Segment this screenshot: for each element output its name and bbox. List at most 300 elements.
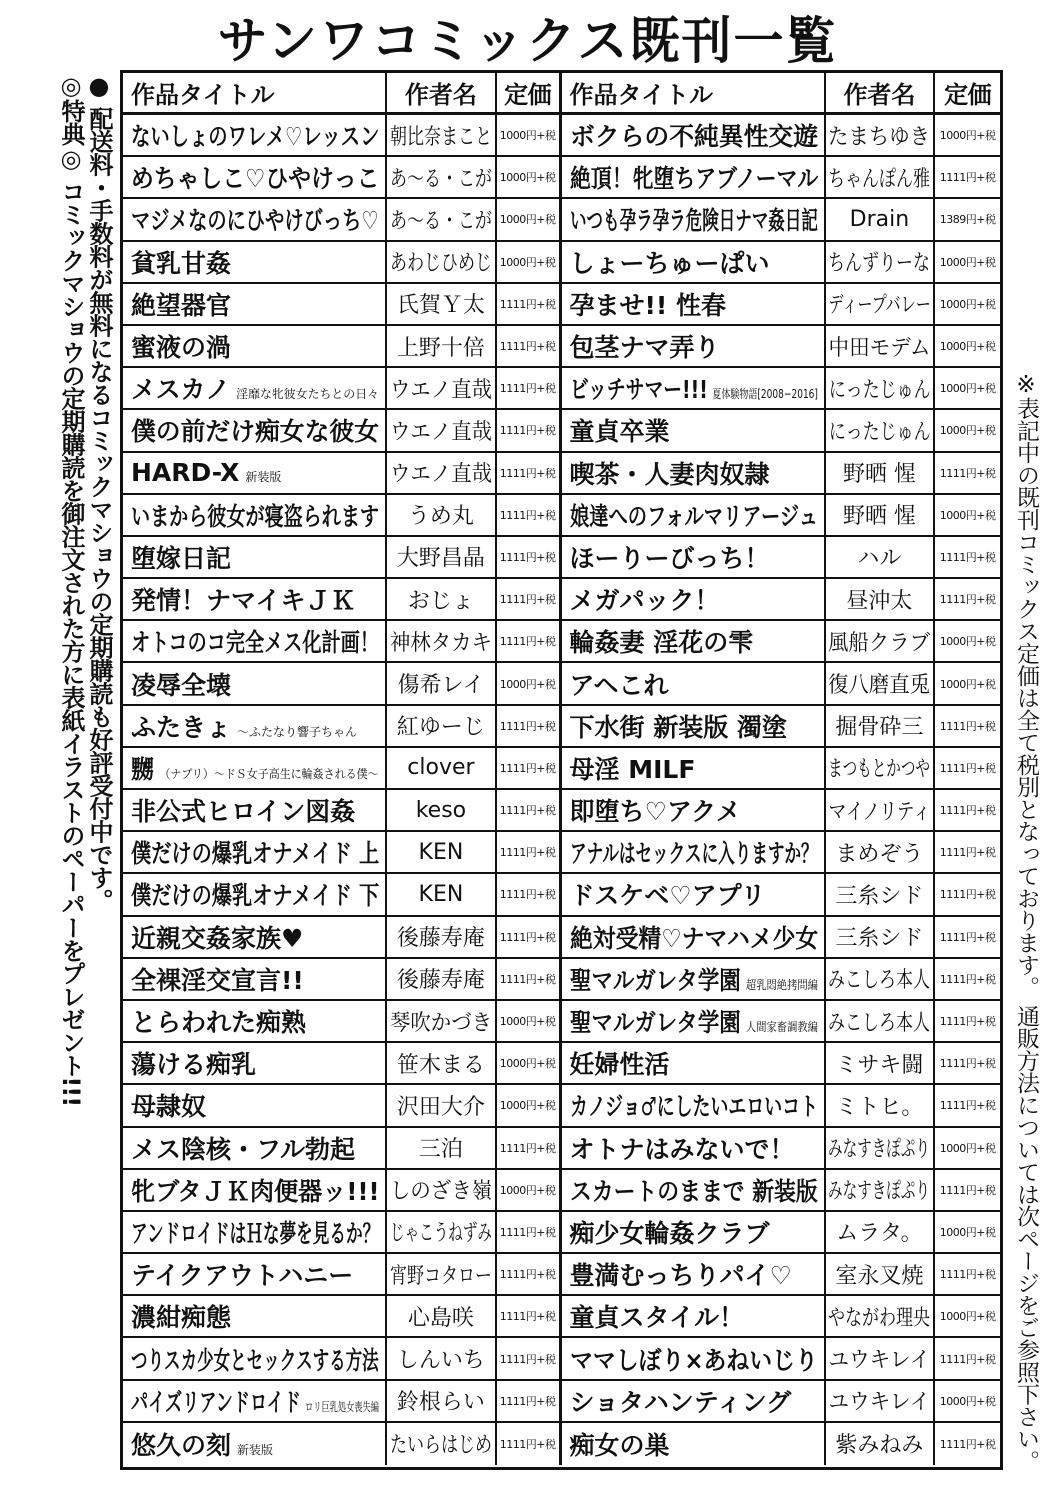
work-title: 貧乳甘姦 bbox=[131, 248, 232, 278]
title-text bbox=[570, 117, 818, 153]
price-cell: 1111円+税 bbox=[939, 719, 996, 733]
title-cell bbox=[123, 621, 387, 661]
author-cell bbox=[826, 917, 936, 957]
work-title: 近親交姦家族♥ bbox=[131, 923, 304, 953]
title-text bbox=[570, 834, 818, 870]
title-text bbox=[131, 876, 379, 912]
author-name: Drain bbox=[849, 206, 910, 232]
author-cell bbox=[826, 832, 936, 872]
title-text bbox=[570, 666, 669, 702]
page-title: サンワコミックス既刊一覧 bbox=[217, 12, 838, 70]
author-name: 鈴根らい bbox=[396, 1390, 485, 1416]
work-title: 喫茶・人妻肉奴隷 bbox=[569, 459, 770, 489]
table-row bbox=[123, 706, 1000, 748]
author-name: あ〜る・こが bbox=[389, 166, 492, 192]
author-cell bbox=[387, 663, 497, 703]
author-cell bbox=[387, 1170, 497, 1210]
title-text bbox=[131, 1426, 273, 1462]
title-cell bbox=[562, 1212, 826, 1252]
title-text bbox=[131, 458, 281, 487]
author-cell bbox=[387, 453, 497, 493]
title-text bbox=[131, 708, 357, 744]
author-name: ムラタ。 bbox=[836, 1221, 923, 1247]
author-cell bbox=[387, 326, 497, 366]
title-cell bbox=[562, 1170, 826, 1210]
title-text bbox=[131, 834, 379, 870]
table-row bbox=[123, 579, 1000, 621]
author-cell bbox=[826, 1001, 936, 1041]
price-cell: 1111円+税 bbox=[939, 1099, 996, 1113]
title-text bbox=[131, 1383, 379, 1419]
title-text bbox=[131, 286, 231, 322]
title-text bbox=[131, 1045, 256, 1081]
work-title: ほーりーびっち！ bbox=[569, 543, 770, 573]
title-cell bbox=[562, 1128, 826, 1168]
price-cell: 1000円+税 bbox=[497, 157, 562, 197]
title-cell bbox=[123, 959, 387, 999]
work-subtitle: 夏体験物語[2008−2016] bbox=[711, 387, 818, 402]
author-cell bbox=[387, 1254, 497, 1294]
price-cell: 1111円+税 bbox=[939, 804, 996, 818]
title-text bbox=[570, 455, 770, 491]
table-row bbox=[123, 1254, 1000, 1296]
work-title: 絶対受精♡ナマハメ少女 bbox=[569, 923, 818, 953]
price-cell: 1000円+税 bbox=[497, 199, 562, 239]
author-name: 上野十倍 bbox=[396, 335, 485, 361]
title-cell bbox=[562, 199, 826, 239]
shipping-note: ● 配送料・手数料が無料になるコミックマショウの定期購読も好評受付中です。 bbox=[85, 72, 113, 912]
work-title: ショタハンティング bbox=[569, 1387, 792, 1417]
title-cell bbox=[562, 579, 826, 619]
header-author: 作者名 bbox=[826, 73, 936, 112]
title-cell bbox=[123, 495, 387, 535]
author-cell bbox=[826, 1043, 936, 1083]
author-name: ディープバレー bbox=[828, 293, 931, 319]
title-cell bbox=[123, 326, 387, 366]
author-name: 野晒 惺 bbox=[842, 504, 916, 530]
price-cell: 1000円+税 bbox=[939, 129, 996, 143]
author-cell bbox=[387, 157, 497, 197]
header-price: 定価 bbox=[497, 73, 562, 112]
title-cell bbox=[562, 368, 826, 408]
title-cell bbox=[123, 453, 387, 493]
table-row bbox=[123, 1423, 1000, 1465]
author-name: みなすきぽぷり bbox=[828, 1137, 931, 1163]
title-cell bbox=[562, 242, 826, 282]
title-text bbox=[570, 1172, 818, 1208]
price-cell: 1111円+税 bbox=[939, 466, 996, 480]
title-text bbox=[570, 201, 818, 237]
title-text bbox=[131, 370, 379, 406]
title-cell bbox=[123, 242, 387, 282]
work-title: 蜜液の渦 bbox=[131, 333, 232, 363]
work-subtitle: 淫靡な牝彼女たちとの日々 bbox=[236, 387, 380, 402]
work-title: 孕ませ!! 性春 bbox=[569, 290, 727, 320]
work-title: メスカノ bbox=[131, 375, 231, 405]
work-title: スカートのままで 新装版 bbox=[569, 1176, 818, 1206]
author-name: 紫みねみ bbox=[835, 1433, 924, 1459]
price-cell: 1000円+税 bbox=[497, 242, 562, 282]
author-cell bbox=[387, 748, 497, 788]
author-cell bbox=[387, 1128, 497, 1168]
table-body bbox=[123, 115, 1000, 1465]
work-title: 嬲 bbox=[131, 754, 154, 784]
author-cell bbox=[826, 1212, 936, 1252]
title-cell bbox=[123, 1381, 387, 1421]
title-cell bbox=[562, 1085, 826, 1125]
title-cell bbox=[562, 1043, 826, 1083]
work-title: 堕嫁日記 bbox=[131, 543, 232, 573]
work-title: テイクアウトハニー bbox=[131, 1261, 354, 1291]
author-name: 朝比奈まこと bbox=[389, 124, 492, 150]
work-title: 僕の前だけ痴女な彼女 bbox=[131, 417, 380, 447]
table-row bbox=[123, 663, 1000, 705]
price-cell: 1111円+税 bbox=[497, 832, 562, 872]
title-cell bbox=[123, 1085, 387, 1125]
work-title: 母淫 MILF bbox=[569, 754, 696, 784]
author-cell bbox=[826, 959, 936, 999]
title-cell bbox=[123, 1423, 387, 1465]
work-title: ビッチサマー!!! bbox=[569, 375, 708, 405]
title-text bbox=[131, 1256, 353, 1292]
work-title: アンドロイドはＨな夢を見るか？ bbox=[131, 1218, 380, 1248]
price-cell: 1111円+税 bbox=[939, 888, 996, 902]
work-title: つりスカ少女とセックスする方法 bbox=[131, 1345, 379, 1375]
author-cell bbox=[826, 284, 936, 324]
header-price: 定価 bbox=[944, 81, 992, 109]
author-name: 宵野コタロー bbox=[389, 1263, 492, 1289]
work-title: いつも孕ラ孕ラ危険日ナマ姦日記 bbox=[569, 206, 818, 236]
price-cell: 1111円+税 bbox=[497, 1338, 562, 1378]
title-text bbox=[570, 412, 670, 448]
price-cell: 1111円+税 bbox=[939, 1183, 996, 1197]
work-title: 聖マルガレタ学園 bbox=[569, 1008, 741, 1038]
table-row bbox=[123, 1381, 1000, 1423]
title-cell bbox=[562, 495, 826, 535]
title-text bbox=[570, 1383, 792, 1419]
author-name: 復八磨直兎 bbox=[828, 673, 931, 699]
title-text bbox=[131, 1130, 355, 1166]
title-cell bbox=[562, 453, 826, 493]
author-name: みこしろ本人 bbox=[828, 1010, 931, 1036]
title-cell bbox=[562, 326, 826, 366]
author-name: 氏賀Ｙ太 bbox=[396, 293, 485, 319]
work-title: 凌辱全壊 bbox=[131, 670, 232, 700]
table-row bbox=[123, 115, 1000, 157]
title-text bbox=[570, 961, 818, 997]
title-text bbox=[131, 159, 379, 195]
title-text bbox=[570, 792, 741, 828]
price-note: ※表記中の既刊コミックス定価は全て税別となっております。 通販方法については次ページをご参照下さい。 bbox=[1013, 372, 1039, 1473]
author-cell bbox=[826, 1338, 936, 1378]
title-text bbox=[131, 201, 379, 237]
title-cell bbox=[123, 115, 387, 155]
author-name: ウエノ直哉 bbox=[389, 419, 492, 445]
table-row bbox=[123, 537, 1000, 579]
work-title: 非公式ヒロイン図姦 bbox=[131, 797, 356, 827]
author-cell bbox=[387, 242, 497, 282]
price-cell: 1111円+税 bbox=[939, 1015, 996, 1029]
title-cell bbox=[562, 959, 826, 999]
author-name: ちんずりーな bbox=[828, 251, 931, 277]
author-name: マイノリティ bbox=[828, 799, 931, 825]
author-cell bbox=[387, 917, 497, 957]
price-cell: 1111円+税 bbox=[497, 1423, 562, 1465]
title-cell bbox=[123, 579, 387, 619]
author-cell bbox=[387, 874, 497, 914]
author-name: ウエノ直哉 bbox=[389, 462, 492, 488]
price-cell: 1111円+税 bbox=[497, 368, 562, 408]
title-cell bbox=[123, 1254, 387, 1294]
price-cell: 1111円+税 bbox=[497, 1381, 562, 1421]
title-text bbox=[131, 750, 379, 786]
title-cell bbox=[562, 832, 826, 872]
header-title: 作品タイトル bbox=[562, 73, 826, 112]
price-cell: 1000円+税 bbox=[497, 1170, 562, 1210]
price-cell: 1111円+税 bbox=[497, 326, 562, 366]
title-text bbox=[570, 1003, 818, 1039]
author-cell bbox=[826, 1296, 936, 1336]
title-cell bbox=[562, 790, 826, 830]
work-title: 僕だけの爆乳オナメイド 下 bbox=[131, 881, 380, 911]
title-text bbox=[570, 1045, 670, 1081]
price-cell: 1111円+税 bbox=[497, 874, 562, 914]
work-title: 即堕ち♡アクメ bbox=[569, 797, 741, 827]
title-text bbox=[570, 370, 818, 406]
author-name: にったじゅん bbox=[828, 419, 931, 445]
author-name: KEN bbox=[418, 839, 464, 865]
title-cell bbox=[562, 537, 826, 577]
title-cell bbox=[562, 706, 826, 746]
title-cell bbox=[123, 1338, 387, 1378]
author-name: 傷希レイ bbox=[397, 673, 485, 699]
author-cell bbox=[826, 1423, 936, 1465]
title-text bbox=[570, 1130, 795, 1166]
price-cell: 1000円+税 bbox=[939, 635, 996, 649]
author-cell bbox=[387, 368, 497, 408]
title-text bbox=[131, 539, 231, 575]
author-cell bbox=[387, 537, 497, 577]
title-text bbox=[570, 539, 770, 575]
author-cell bbox=[387, 790, 497, 830]
author-name: 琴吹かづき bbox=[389, 1010, 492, 1036]
work-title: 妊婦性活 bbox=[569, 1050, 670, 1080]
author-cell bbox=[826, 1128, 936, 1168]
price-cell: 1000円+税 bbox=[939, 1141, 996, 1155]
title-text bbox=[131, 1003, 306, 1039]
author-name: あ〜る・こが bbox=[389, 208, 492, 234]
author-name: しんいち bbox=[396, 1348, 485, 1374]
work-title: アヘこれ bbox=[569, 670, 669, 700]
price-cell: 1111円+税 bbox=[939, 171, 996, 185]
title-cell bbox=[123, 368, 387, 408]
author-cell bbox=[826, 790, 936, 830]
price-cell: 1111円+税 bbox=[939, 1352, 996, 1366]
author-name: 神林タカキ bbox=[389, 630, 492, 656]
work-title: 全裸淫交宣言!! bbox=[131, 965, 304, 995]
work-title: マジメなのにひやけびっち♡ bbox=[131, 206, 379, 236]
work-title: 痴女の巣 bbox=[569, 1430, 670, 1460]
work-title: 発情！ナマイキＪＫ bbox=[131, 586, 356, 616]
author-name: 紅ゆーじ bbox=[396, 715, 485, 741]
work-title: ないしょのワレメ♡レッスン bbox=[131, 122, 380, 152]
table-header bbox=[123, 73, 1000, 115]
price-cell: 1111円+税 bbox=[939, 761, 996, 775]
title-text bbox=[570, 1214, 770, 1250]
price-cell: 1111円+税 bbox=[939, 1268, 996, 1282]
title-cell bbox=[562, 1423, 826, 1465]
author-cell bbox=[826, 579, 936, 619]
title-cell bbox=[123, 917, 387, 957]
title-text bbox=[131, 1172, 379, 1208]
title-text bbox=[570, 328, 720, 364]
title-cell bbox=[562, 1254, 826, 1294]
author-name: 後藤寿庵 bbox=[396, 968, 485, 994]
price-cell: 1111円+税 bbox=[497, 1254, 562, 1294]
author-name: たいらはじめ bbox=[389, 1433, 492, 1459]
work-title: ママしぼり×あねいじり bbox=[569, 1345, 818, 1375]
table-row bbox=[123, 157, 1000, 199]
author-cell bbox=[387, 115, 497, 155]
catalog-table bbox=[120, 70, 1003, 1470]
author-cell bbox=[826, 410, 936, 450]
price-cell: 1111円+税 bbox=[939, 593, 996, 607]
author-cell bbox=[826, 199, 936, 239]
author-name: みなすきぽぷり bbox=[828, 1179, 931, 1205]
work-title: ふたきょ bbox=[131, 712, 232, 742]
author-name: 野晒 惺 bbox=[842, 462, 916, 488]
title-text bbox=[131, 961, 304, 997]
work-title: オトコのコ完全メス化計画！ bbox=[131, 628, 379, 658]
author-name: clover bbox=[407, 755, 475, 781]
author-cell bbox=[826, 1381, 936, 1421]
author-cell bbox=[387, 495, 497, 535]
work-title: 童貞スタイル！ bbox=[569, 1303, 745, 1333]
bonus-note: ◎特典◎ コミックマショウの定期購読を御注文された方に表紙イラストのペーパーをプレゼント!!! bbox=[57, 72, 85, 1107]
title-cell bbox=[562, 663, 826, 703]
author-cell bbox=[387, 1212, 497, 1252]
price-cell: 1111円+税 bbox=[497, 621, 562, 661]
title-cell bbox=[123, 1170, 387, 1210]
header-author: 作者名 bbox=[387, 73, 497, 112]
table-row bbox=[123, 1043, 1000, 1085]
table-row bbox=[123, 874, 1000, 916]
author-name: ハル bbox=[857, 546, 902, 572]
author-name: 三糸シド bbox=[835, 926, 924, 952]
author-cell bbox=[387, 199, 497, 239]
title-text bbox=[131, 117, 379, 153]
work-title: 母隷奴 bbox=[131, 1092, 207, 1122]
author-cell bbox=[826, 537, 936, 577]
work-title: 悠久の刻 bbox=[131, 1430, 232, 1460]
title-text bbox=[570, 708, 787, 744]
title-cell bbox=[123, 157, 387, 197]
price-cell: 1111円+税 bbox=[497, 579, 562, 619]
price-cell: 1000円+税 bbox=[939, 424, 996, 438]
work-title: 濃紺痴態 bbox=[131, 1303, 232, 1333]
table-row bbox=[123, 917, 1000, 959]
price-cell: 1111円+税 bbox=[939, 1057, 996, 1071]
title-cell bbox=[562, 1381, 826, 1421]
work-title: HARD-X bbox=[131, 458, 240, 488]
price-cell: 1000円+税 bbox=[939, 1394, 996, 1408]
title-cell bbox=[123, 748, 387, 788]
title-text bbox=[570, 750, 696, 786]
title-cell bbox=[562, 874, 826, 914]
work-title: いまから彼女が寝盗られます bbox=[131, 501, 379, 531]
author-cell bbox=[826, 157, 936, 197]
title-text bbox=[570, 244, 770, 280]
author-cell bbox=[387, 1043, 497, 1083]
title-cell bbox=[123, 874, 387, 914]
table-row bbox=[123, 832, 1000, 874]
price-cell: 1000円+税 bbox=[939, 382, 996, 396]
author-name: 三泊 bbox=[418, 1137, 463, 1163]
price-cell: 1000円+税 bbox=[939, 340, 996, 354]
title-cell bbox=[123, 832, 387, 872]
title-cell bbox=[123, 790, 387, 830]
author-cell bbox=[826, 453, 936, 493]
author-name: ミサキ闘 bbox=[835, 1052, 924, 1078]
author-cell bbox=[826, 1085, 936, 1125]
author-cell bbox=[826, 1170, 936, 1210]
work-subtitle: ロリ巨乳処女喪失編 bbox=[305, 1399, 379, 1414]
table-row bbox=[123, 748, 1000, 790]
work-title: オトナはみないで！ bbox=[569, 1134, 795, 1164]
price-cell: 1000円+税 bbox=[497, 1001, 562, 1041]
title-text bbox=[131, 792, 355, 828]
author-cell bbox=[387, 579, 497, 619]
author-cell bbox=[387, 284, 497, 324]
title-cell bbox=[562, 917, 826, 957]
title-text bbox=[131, 623, 379, 659]
work-title: ボクらの不純異性交遊 bbox=[569, 122, 818, 152]
title-text bbox=[570, 1341, 818, 1377]
author-name: 三糸シド bbox=[835, 883, 924, 909]
title-cell bbox=[123, 1212, 387, 1252]
title-cell bbox=[123, 706, 387, 746]
title-cell bbox=[562, 284, 826, 324]
author-name: ユウキレイ bbox=[828, 1390, 931, 1416]
price-cell: 1111円+税 bbox=[939, 930, 996, 944]
title-text bbox=[131, 581, 356, 617]
title-text bbox=[570, 919, 818, 955]
title-cell bbox=[123, 1296, 387, 1336]
title-text bbox=[570, 497, 818, 533]
price-cell: 1111円+税 bbox=[497, 1128, 562, 1168]
price-cell: 1000円+税 bbox=[497, 1043, 562, 1083]
price-cell: 1111円+税 bbox=[497, 284, 562, 324]
work-title: 聖マルガレタ学園 bbox=[569, 965, 741, 995]
work-title: メス陰核・フル勃起 bbox=[131, 1134, 356, 1164]
work-title: 蕩ける痴乳 bbox=[131, 1050, 257, 1080]
author-name: KEN bbox=[418, 881, 464, 907]
author-name: しのざき嶺 bbox=[389, 1179, 492, 1205]
author-cell bbox=[826, 621, 936, 661]
table-row bbox=[123, 1170, 1000, 1212]
work-title: 包茎ナマ弄り bbox=[569, 333, 720, 363]
title-text bbox=[570, 581, 720, 617]
author-cell bbox=[387, 1001, 497, 1041]
author-cell bbox=[826, 1254, 936, 1294]
author-name: 室永叉焼 bbox=[835, 1263, 924, 1289]
work-subtitle: 人間家畜調教編 bbox=[745, 1020, 818, 1035]
author-cell bbox=[826, 663, 936, 703]
title-text bbox=[131, 412, 379, 448]
author-name: あわじひめじ bbox=[389, 251, 492, 277]
title-cell bbox=[123, 1128, 387, 1168]
table-row bbox=[123, 284, 1000, 326]
